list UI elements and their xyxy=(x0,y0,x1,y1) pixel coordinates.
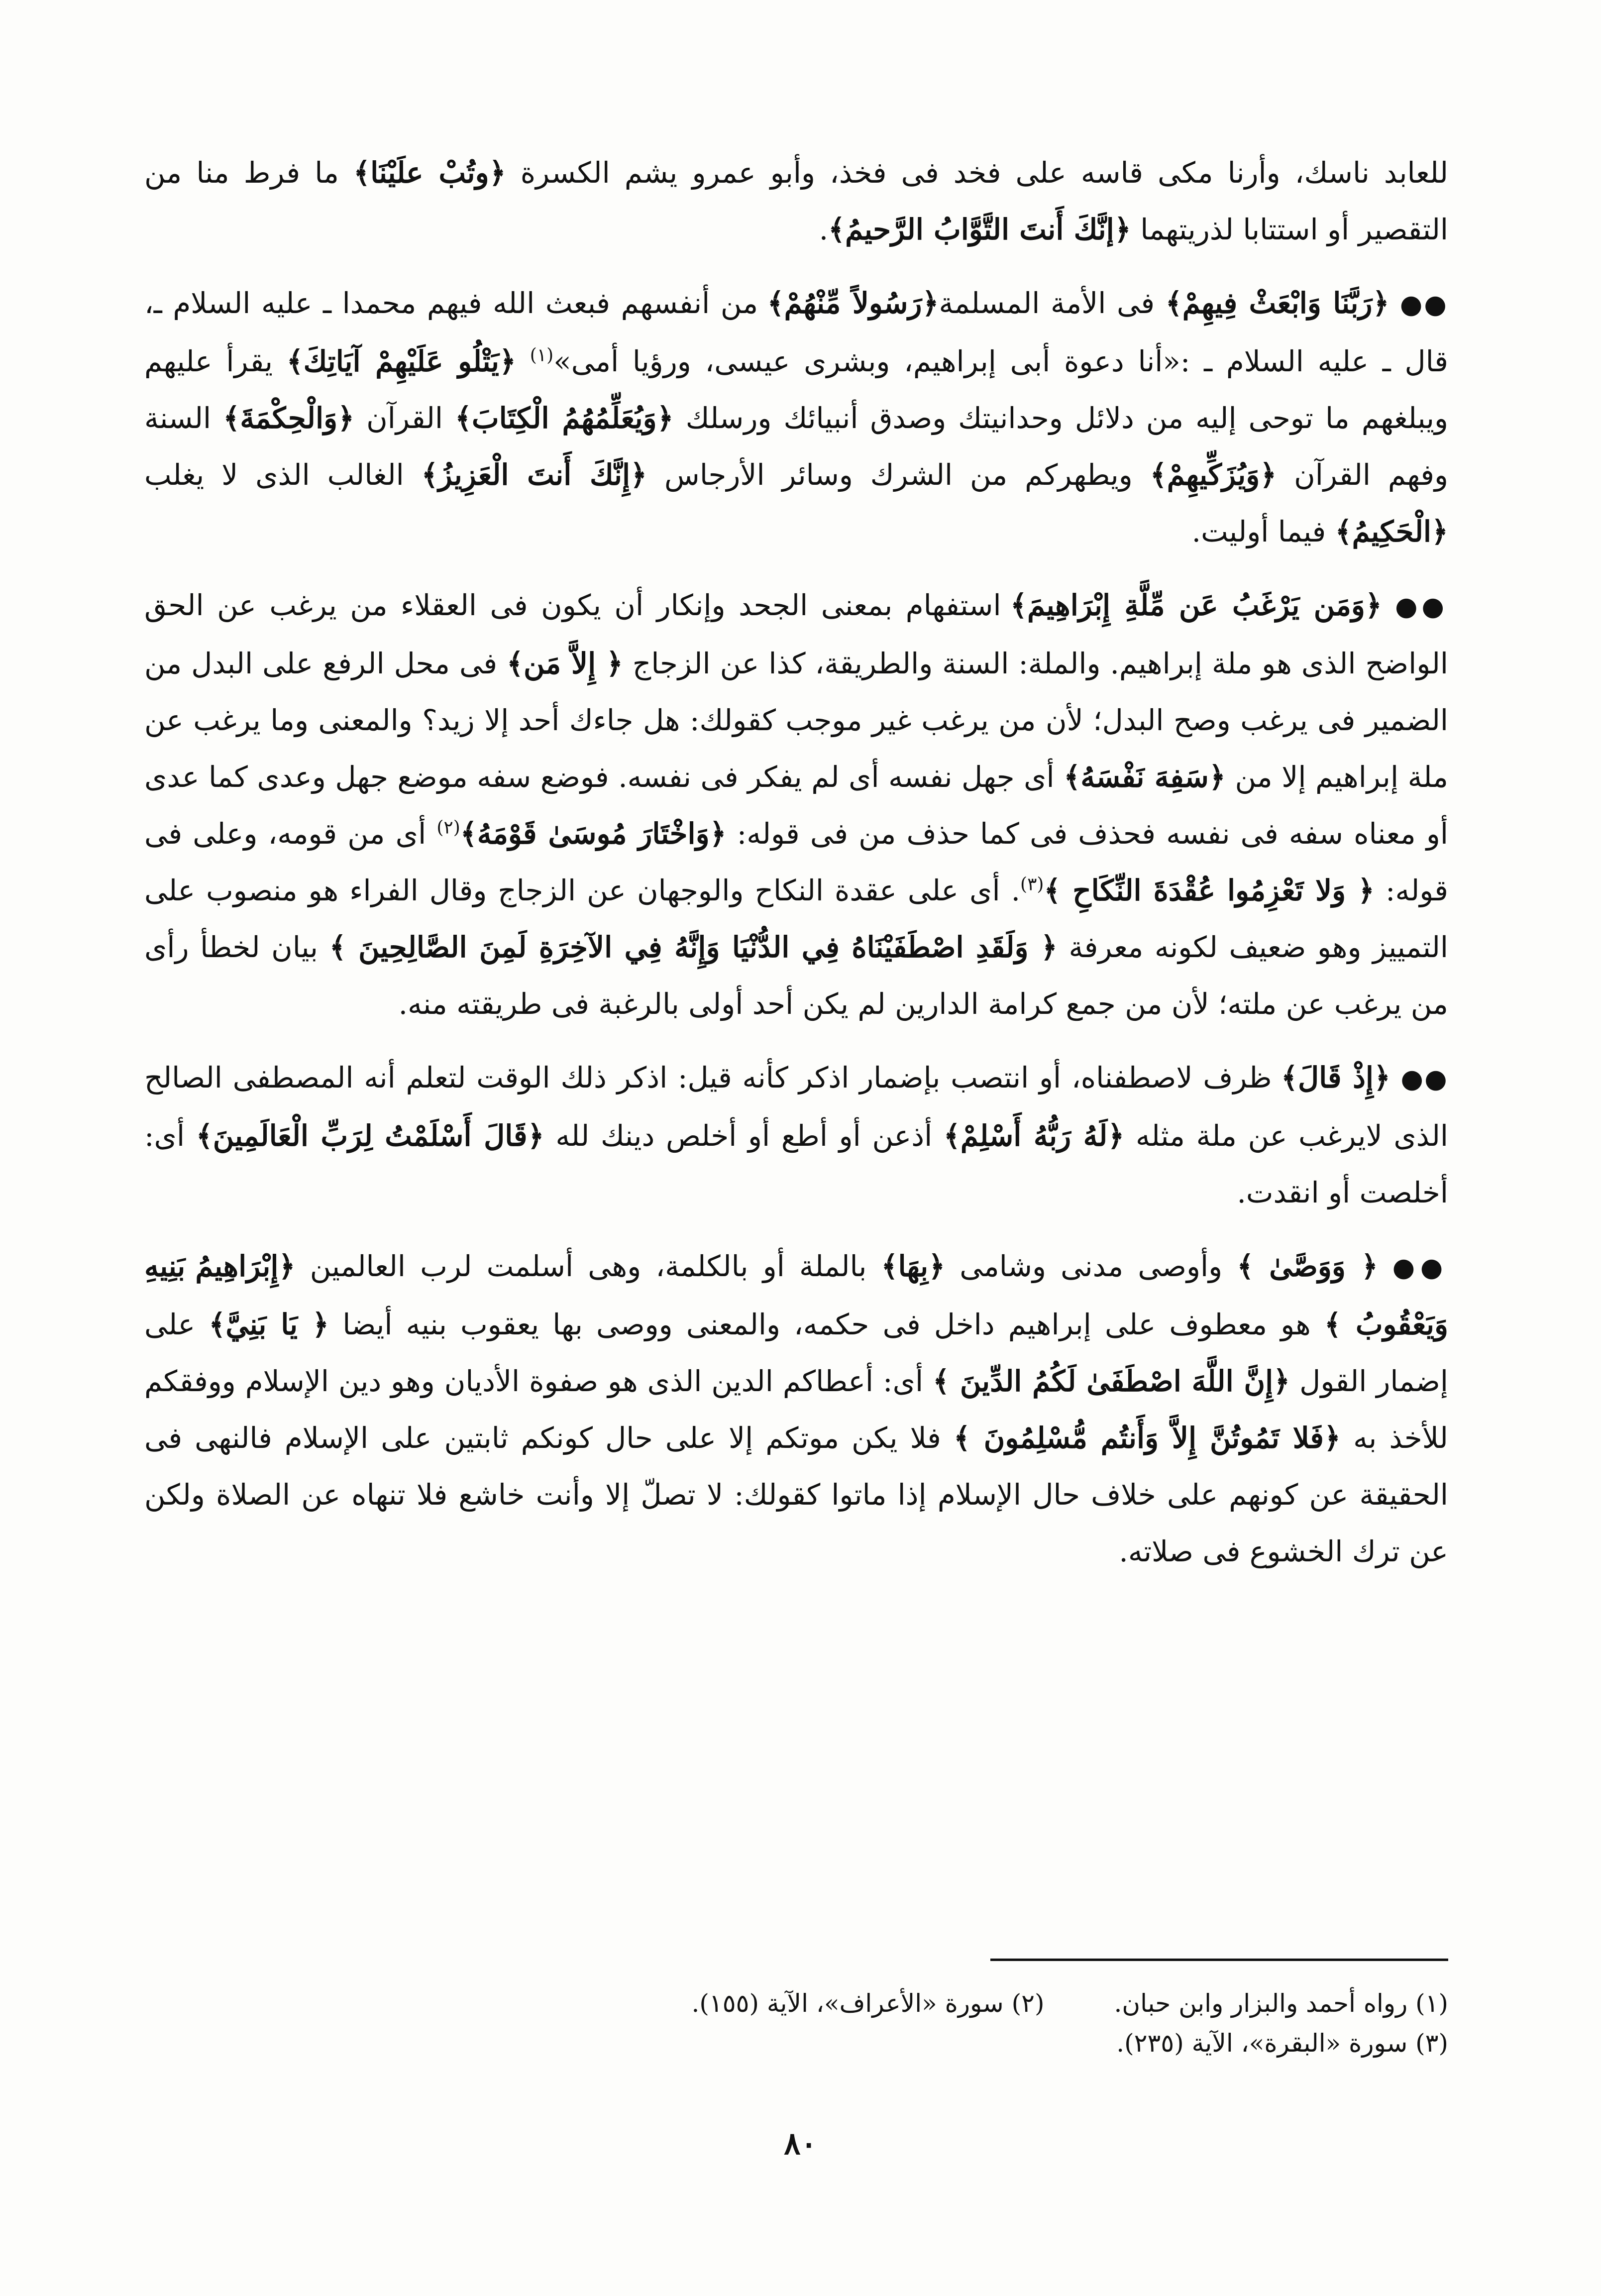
quran-quote: ﴿إِنَّ اللَّهَ اصْطَفَىٰ لَكُمُ الدِّينَ ﴾ xyxy=(933,1364,1290,1398)
text-run: على إضمار القول xyxy=(144,1308,1448,1398)
text-run: فى الأمة المسلمة xyxy=(939,286,1166,320)
footnote-separator-line xyxy=(990,1959,1448,1961)
quran-quote: ﴿إِذْ قَالَ﴾ xyxy=(1281,1061,1391,1094)
paragraph-bullet-marker: ●● xyxy=(1389,289,1448,320)
quran-quote: ﴿الْحَكِيمُ﴾ xyxy=(1335,515,1448,548)
text-run: أى: أخلصت أو انقدت. xyxy=(144,1119,1448,1209)
text-run: استفهام بمعنى الجحد وإنكار أن يكون فى العقلاء من يرغب عن الحق الواضح الذى هو ملة إبراهيم. والملة: السنة والطريقة، كذا عن الزجاج xyxy=(144,588,1449,680)
quran-quote: ﴿إنَّكَ أَنتَ التَّوَّابُ الرَّحيمُ﴾ xyxy=(828,213,1131,246)
quran-quote: ﴿ وَلا تَعْزِمُوا عُقْدَةَ النِّكَاحِ ﴾ xyxy=(1044,874,1375,907)
text-run: الغالب الذى لا يغلب xyxy=(144,458,422,492)
quran-quote: ﴿بِهَا﴾ xyxy=(881,1249,946,1283)
quran-quote: ﴿فَلا تَمُوتُنَّ إِلاَّ وَأَنتُم مُّسْلِمُونَ ﴾ xyxy=(953,1421,1341,1455)
quran-quote: ﴿سَفِهَ نَفْسَهُ﴾ xyxy=(1064,760,1226,794)
quran-quote: ﴿وتُبْ علَيْنَا﴾ xyxy=(353,156,506,190)
paragraph-bullet-marker: ●● xyxy=(1382,591,1449,622)
quran-quote: ﴿ وَوَصَّىٰ ﴾ xyxy=(1237,1249,1378,1283)
quran-quote: ﴿ إِلاَّ مَن﴾ xyxy=(507,647,623,680)
text-run: ظرف لاصطفناه، أو انتصب بإضمار اذكر كأنه قيل: اذكر ذلك الوقت لتعلم أنه المصطفى الصالح الذى لايرغب عن ملة مثله xyxy=(144,1061,1448,1153)
quran-quote: ﴿لَهُ رَبُّهُ أَسْلِمْ﴾ xyxy=(943,1119,1125,1153)
text-run: ما فرط منا من التقصير أو استتابا لذريتهما xyxy=(144,156,1448,246)
paragraph-2 xyxy=(144,275,1448,560)
footnote-reference: (٣) xyxy=(1020,874,1044,895)
text-run xyxy=(516,344,530,378)
page-number: ٨٠ xyxy=(784,2125,817,2162)
text-run: من أنفسهم فبعث الله فيهم محمدا ـ عليه السلام ـ، قال ـ عليه السلام ـ :«أنا دعوة أبى إبراهيم، وبشرى عيسى، ورؤيا أمى» xyxy=(144,286,1449,378)
footnote-reference: (٢) xyxy=(436,817,460,838)
text-run: أى جهل نفسه أى لم يفكر فى نفسه. فوضع سفه موضع جهل وعدى كما عدى أو معناه سفه فى نفسه فحذف فى كما حذف من فى قوله: xyxy=(144,760,1448,851)
text-run: للعابد ناسك، وأرنا مكى قاسه على فخد فى فخذ، وأبو عمرو يشم الكسرة xyxy=(506,156,1449,190)
quran-quote: ﴿إِنَّكَ أَنتَ الْعَزِيزُ﴾ xyxy=(421,458,647,492)
text-run: أى: أعطاكم الدين الذى هو صفوة الأديان وهو دين الإسلام ووفقكم للأخذ به xyxy=(144,1364,1448,1455)
footnotes xyxy=(572,1983,1448,2063)
paragraph-bullet-marker: ●● xyxy=(1390,1064,1448,1094)
quran-quote: ﴿إِبْرَاهِيمُ بَنِيهِ وَيَعْقُوبُ ﴾ xyxy=(144,1249,1449,1341)
text-run: . أى على عقدة النكاح والوجهان عن الزجاج وقال الفراء هو منصوب على التمييز وهو ضعيف لكونه معرفة xyxy=(144,874,1448,964)
text-run: أذعن أو أطع أو أخلص دينك لله xyxy=(544,1119,944,1153)
quran-quote: ﴿وَيُزَكِّيهِمْ﴾ xyxy=(1150,458,1277,492)
quran-quote: ﴿وَمَن يَرْغَبُ عَن مِّلَّةِ إِبْرَاهِيمَ﴾ xyxy=(1010,588,1382,622)
text-run: بالملة أو بالكلمة، وهى أسلمت لرب العالمين xyxy=(295,1249,881,1283)
quran-quote: ﴿ يَا بَنِيَّ﴾ xyxy=(209,1308,329,1341)
footnote-row-1 xyxy=(572,1983,1448,2023)
footnote-row-2 xyxy=(572,2023,1448,2063)
quran-quote: ﴿وَيُعَلِّمُهُمُ الْكِتَابَ﴾ xyxy=(455,401,674,435)
paragraph-3 xyxy=(144,577,1448,1032)
footnote-1: (١) رواه أحمد والبزار وابن حبان. xyxy=(1114,1989,1448,2018)
text-run: يقرأ عليهم ويبلغهم ما توحى إليه من دلائل وحدانيتك وصدق أنبيائك ورسلك xyxy=(144,344,1448,435)
footnote-reference: (١) xyxy=(530,345,554,366)
text-run: فى محل الرفع على البدل من الضمير فى يرغب وصح البدل؛ لأن من يرغب غير موجب كقولك: هل جاءك أحد إلا زيد؟ والمعنى وما يرغب عن ملة إبراهيم إلا من xyxy=(144,647,1449,794)
text-run: أى من قومه، وعلى فى قوله: xyxy=(144,817,1448,907)
text-run: ويطهركم من الشرك وسائر الأرجاس xyxy=(647,458,1150,492)
paragraph-5 xyxy=(144,1238,1448,1580)
text-run: بيان لخطأ رأى من يرغب عن ملته؛ لأن من جمع كرامة الدارين لم يكن أحد أولى بالرغبة فى طريقته منه. xyxy=(144,930,1448,1021)
paragraph-1 xyxy=(144,144,1448,258)
text-run: السنة وفهم القرآن xyxy=(144,401,1448,492)
paragraph-4 xyxy=(144,1049,1448,1221)
text-run: فلا يكن موتكم إلا على حال كونكم ثابتين على الإسلام فالنهى فى الحقيقة عن كونهم على خلاف حال الإسلام إذا ماتوا كقولك: لا تصلّ إلا وأنت خاشع فلا تنهاه عن الصلاة ولكن عن ترك الخشوع فى صلاته. xyxy=(144,1421,1448,1568)
paragraph-bullet-marker: ●● xyxy=(1378,1252,1449,1283)
quran-quote: ﴿قَالَ أَسْلَمْتُ لِرَبِّ الْعَالَمِينَ﴾ xyxy=(196,1119,544,1153)
text-run: القرآن xyxy=(354,401,455,435)
quran-quote: ﴿رَبَّنَا وَابْعَثْ فِيهِمْ﴾ xyxy=(1165,286,1389,320)
text-run: . xyxy=(819,213,829,246)
quran-quote: ﴿رَسُولاً مِّنْهُمْ﴾ xyxy=(767,286,939,320)
quran-quote: ﴿يَتْلُو عَلَيْهِمْ آيَاتِكَ﴾ xyxy=(286,344,517,378)
text-run: وأوصى مدنى وشامى xyxy=(945,1249,1237,1283)
footnote-3: (٣) سورة «البقرة»، الآية (٢٣٥). xyxy=(1116,2029,1448,2058)
footnote-2: (٢) سورة «الأعراف»، الآية (١٥٥). xyxy=(691,1989,1045,2018)
text-run: فيما أوليت. xyxy=(1191,515,1335,548)
text-run: هو معطوف على إبراهيم داخل فى حكمه، والمعنى ووصى بها يعقوب بنيه أيضا xyxy=(329,1308,1325,1341)
main-text-body xyxy=(144,144,1448,1597)
quran-quote: ﴿وَاخْتَارَ مُوسَىٰ قَوْمَهُ﴾ xyxy=(460,817,727,851)
quran-quote: ﴿وَالْحِكْمَةَ﴾ xyxy=(223,401,355,435)
quran-quote: ﴿ وَلَقَدِ اصْطَفَيْنَاهُ فِي الدُّنْيَا وَإِنَّهُ فِي الآخِرَةِ لَمِنَ الصَّالِحِينَ ﴾ xyxy=(329,930,1058,964)
